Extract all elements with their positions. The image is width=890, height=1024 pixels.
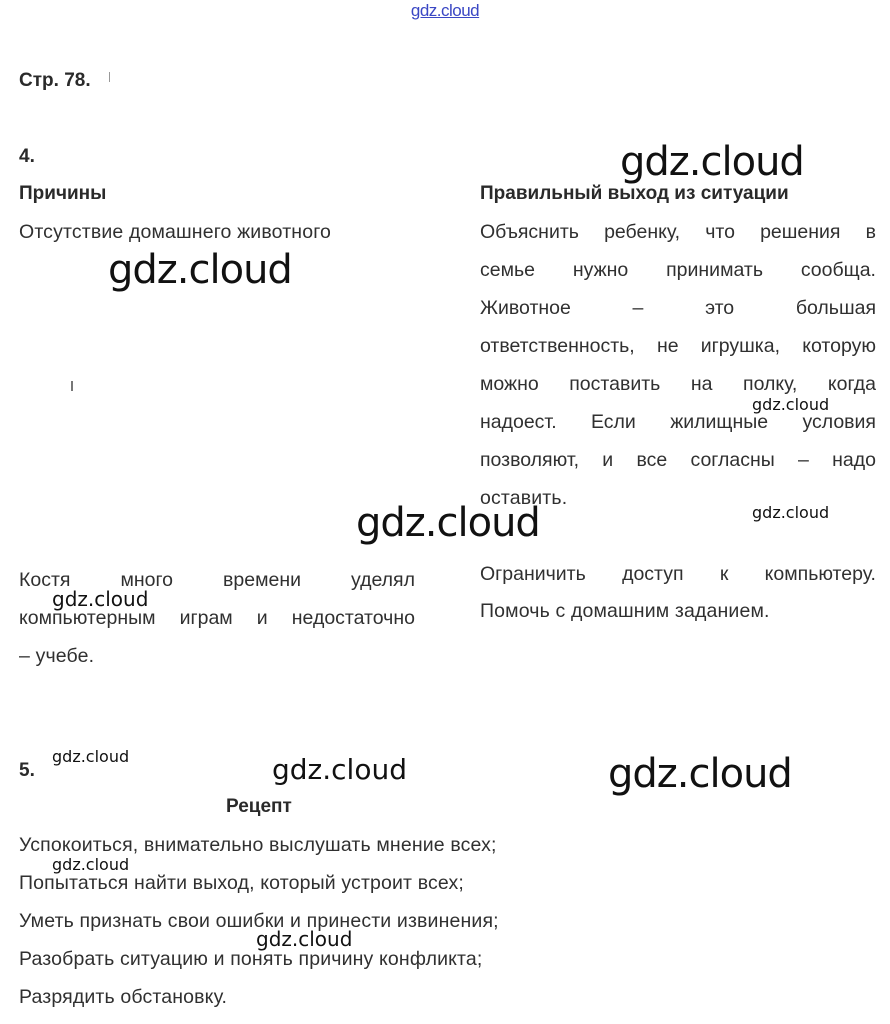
- recipe-title: Рецепт: [226, 796, 292, 817]
- watermark: gdz.cloud: [620, 139, 804, 185]
- watermark: gdz.cloud: [52, 587, 149, 611]
- scan-speck: [109, 72, 110, 82]
- recipe-item: Уметь признать свои ошибки и принести извинения;: [19, 910, 499, 932]
- recipe-item: Успокоиться, внимательно выслушать мнение всех;: [19, 834, 497, 856]
- solution-1-line: Животное – это большая: [480, 297, 876, 319]
- watermark: gdz.cloud: [52, 747, 130, 766]
- site-link[interactable]: gdz.cloud: [410, 1, 480, 20]
- solution-1-line: позволяют, и все согласны – надо: [480, 449, 876, 471]
- watermark: gdz.cloud: [752, 503, 830, 522]
- solution-1-line: оставить.: [480, 487, 568, 509]
- watermark: gdz.cloud: [272, 753, 407, 786]
- watermark: gdz.cloud: [752, 395, 830, 414]
- watermark: gdz.cloud: [356, 500, 540, 546]
- cause-1: Отсутствие домашнего животного: [19, 221, 332, 243]
- recipe-item: Попытаться найти выход, который устроит всех;: [19, 872, 464, 894]
- cause-2-line: компьютерным играм и недостаточно: [19, 607, 415, 629]
- watermark: gdz.cloud: [52, 855, 130, 874]
- recipe-item: Разрядить обстановку.: [19, 986, 228, 1008]
- cause-2-line: Костя много времени уделял: [19, 569, 415, 591]
- solution-2-line: Ограничить доступ к компьютеру.: [480, 563, 876, 585]
- watermark: gdz.cloud: [256, 927, 353, 951]
- task-4-number: 4.: [19, 146, 35, 167]
- watermark: gdz.cloud: [608, 751, 792, 797]
- solution-1-line: можно поставить на полку, когда: [480, 373, 876, 395]
- solution-1-line: надоест. Если жилищные условия: [480, 411, 876, 433]
- solution-1-line: Объяснить ребенку, что решения в: [480, 221, 876, 243]
- task-5-number: 5.: [19, 760, 35, 781]
- solution-1-line: ответственность, не игрушка, которую: [480, 335, 876, 357]
- watermark: gdz.cloud: [108, 247, 292, 293]
- causes-column-header: Причины: [19, 183, 107, 204]
- cause-2-line: – учебе.: [19, 645, 95, 667]
- solution-1-line: семье нужно принимать сообща.: [480, 259, 876, 281]
- solution-2-line: Помочь с домашним заданием.: [480, 600, 770, 622]
- solutions-column-header: Правильный выход из ситуации: [480, 183, 789, 204]
- page-number: Стр. 78.: [19, 70, 91, 91]
- scan-speck: [71, 381, 73, 391]
- recipe-item: Разобрать ситуацию и понять причину конфликта;: [19, 948, 483, 970]
